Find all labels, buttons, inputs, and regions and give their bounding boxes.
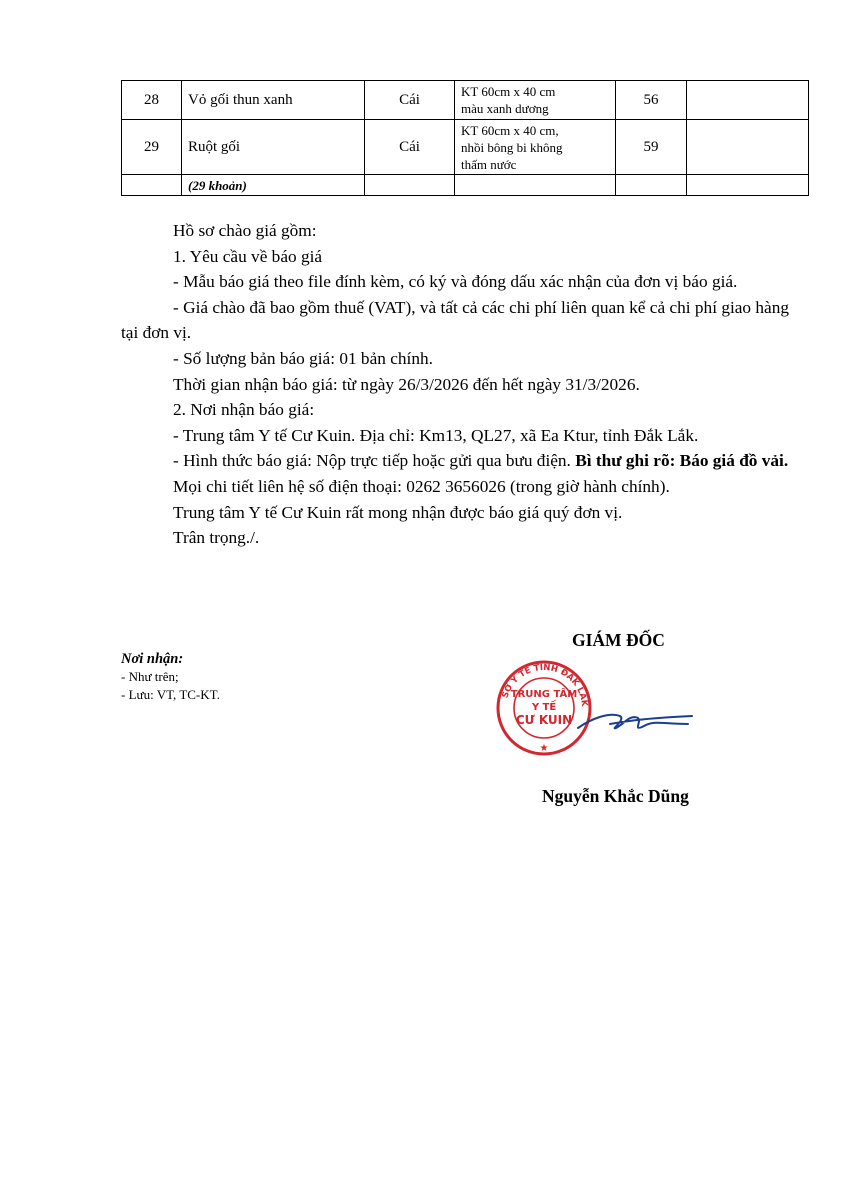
item-quantity: 56 [616, 81, 687, 120]
signer-name: Nguyễn Khắc Dũng [542, 786, 689, 806]
spec-line: màu xanh dương [461, 101, 549, 116]
summary-empty [616, 175, 687, 196]
items-table [121, 80, 809, 196]
closing-regards: Trân trọng./. [173, 528, 260, 548]
item-note [687, 81, 809, 120]
envelope-note: Bì thư ghi rõ: Báo giá đồ vải. [575, 451, 789, 471]
requirement-vat: - Giá chào đã bao gồm thuế (VAT), và tất cả các chi phí liên quan kể cả chi phí giao hàng tại đơn vị. [121, 297, 789, 343]
row-number: 29 [122, 120, 182, 175]
recipients-title: Nơi nhận: [121, 651, 184, 667]
summary-empty [687, 175, 809, 196]
spec-line: KT 60cm x 40 cm [461, 84, 556, 99]
table-row [122, 81, 809, 120]
summary-label: (29 khoản) [182, 175, 365, 196]
handwritten-signature [578, 715, 692, 729]
spec-line: thấm nước [461, 156, 517, 172]
requirement-template: - Mẫu báo giá theo file đính kèm, có ký và đóng dấu xác nhận của đơn vị báo giá. [173, 272, 738, 292]
stamp-line-2: Y TẾ [531, 702, 557, 713]
body-text [121, 218, 789, 551]
item-name: Vỏ gối thun xanh [182, 81, 365, 120]
item-name: Ruột gối [182, 120, 365, 175]
receiving-address: - Trung tâm Y tế Cư Kuin. Địa chỉ: Km13, QL27, xã Ea Ktur, tỉnh Đắk Lắk. [173, 425, 699, 445]
summary-empty [365, 175, 455, 196]
summary-empty [122, 175, 182, 196]
item-spec [455, 120, 616, 175]
item-unit: Cái [365, 81, 455, 120]
section-1-title: 1. Yêu cầu về báo giá [173, 246, 323, 266]
table-row [122, 120, 809, 175]
contact-info: Mọi chi tiết liên hệ số điện thoại: 0262 3656026 (trong giờ hành chính). [173, 476, 670, 496]
requirement-copies: - Số lượng bản báo giá: 01 bản chính. [173, 348, 433, 368]
summary-row [122, 175, 809, 196]
recipient-item: - Như trên; [121, 669, 179, 684]
row-number: 28 [122, 81, 182, 120]
method-text: - Hình thức báo giá: Nộp trực tiếp hoặc gửi qua bưu điện. [173, 451, 576, 471]
summary-empty [455, 175, 616, 196]
closing-hope: Trung tâm Y tế Cư Kuin rất mong nhận được báo giá quý đơn vị. [173, 502, 623, 522]
spec-line: KT 60cm x 40 cm, [461, 122, 559, 138]
spec-line: nhồi bông bi không [461, 139, 563, 155]
receiving-time: Thời gian nhận báo giá: từ ngày 26/3/2026 đến hết ngày 31/3/2026. [173, 374, 640, 394]
stamp-line-1: TRUNG TÂM [510, 689, 578, 700]
intro-paragraph: Hồ sơ chào giá gồm: [173, 221, 317, 240]
star-icon: ★ [539, 743, 549, 754]
item-unit: Cái [365, 120, 455, 175]
signer-position: GIÁM ĐỐC [572, 630, 665, 650]
stamp-ring-text: SỞ Y TẾ TỈNH ĐẮK LẮK [500, 662, 590, 708]
item-spec [455, 81, 616, 120]
stamp-line-3: CƯ KUIN [515, 713, 573, 727]
recipients-block [121, 650, 220, 704]
item-quantity: 59 [616, 120, 687, 175]
item-note [687, 120, 809, 175]
submission-method [121, 448, 789, 474]
official-stamp [492, 654, 702, 770]
section-2-title: 2. Nơi nhận báo giá: [173, 400, 315, 420]
recipient-item: - Lưu: VT, TC-KT. [121, 687, 220, 702]
